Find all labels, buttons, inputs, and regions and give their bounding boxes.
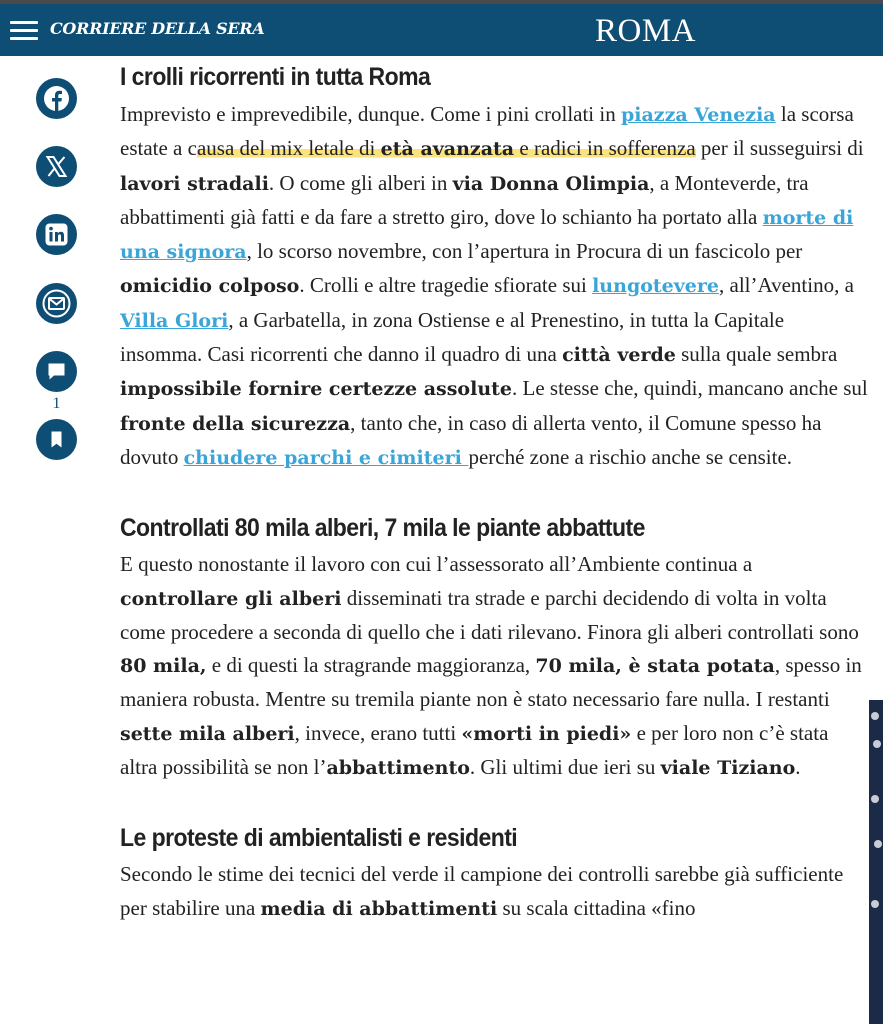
subheading-crolli: I crolli ricorrenti in tutta Roma: [120, 63, 431, 91]
x-icon: [36, 146, 77, 187]
x-share-button[interactable]: [36, 146, 77, 187]
paragraph-controllati: E questo nonostante il lavoro con cui l’assessorato all’Ambiente continua a controllare gli alberi disseminati tra strade e parchi decidendo di volta in volta come procedere a seconda di quello che i dati rilevano. Finora gli alberi controllati sono 80 mila, e di questi la stragrande maggioranza, 70 mila, è stata potata, spesso in maniera robusta. Mentre su tremila piante non è stato necessario fare nulla. I restanti sette mila alberi, invece, erano tutti «morti in piedi» e per loro non c’è stata altra possibilità se non l’abbattimento. Gli ultimi due ieri su viale Tiziano.: [120, 552, 862, 780]
paragraph-proteste: Secondo le stime dei tecnici del verde il campione dei controlli sarebbe già sufficiente per stabilire una media di abbattimenti su scala cittadina «fino: [120, 862, 844, 920]
subheading-controllati: Controllati 80 mila alberi, 7 mila le piante abbattute: [120, 514, 645, 543]
link-lungotevere[interactable]: lungotevere: [592, 275, 719, 298]
article-body: [120, 62, 870, 926]
side-ad-image[interactable]: [869, 700, 883, 1024]
link-morte-signora[interactable]: morte di una signora: [120, 206, 854, 264]
facebook-icon: [36, 78, 77, 119]
link-villa-glori[interactable]: Villa Glori: [120, 309, 229, 332]
site-header: [0, 4, 883, 56]
comment-icon: [36, 351, 77, 392]
linkedin-icon: [36, 214, 77, 255]
site-logo[interactable]: CORRIERE DELLA SERA: [50, 19, 265, 38]
paragraph-crolli: Imprevisto e imprevedibile, dunque. Come i pini crollati in piazza Venezia la scorsa estate a causa del mix letale di età avanzata e radici in sofferenza per il susseguirsi di lavori stradali. O come gli alberi in via Donna Olimpia, a Monteverde, tra abbattimenti già fatti e da fare a stretto giro, dove lo schianto ha portato alla morte di una signora, lo scorso novembre, con l’apertura in Procura di un fascicolo per omicidio colposo. Crolli e altre tragedie sfiorate sui lungotevere, all’Aventino, a Villa Glori, a Garbatella, in zona Ostiense e al Prenestino, in tutta la Capitale insomma. Casi ricorrenti che danno il quadro di una città verde sulla quale sembra impossibile fornire certezze assolute. Le stesse che, quindi, mancano anche sul fronte della sicurezza, tanto che, in caso di allerta vento, il Comune spesso ha dovuto chiudere parchi e cimiteri perché zone a rischio anche se censite.: [120, 102, 868, 469]
comment-count: 1: [52, 395, 61, 412]
email-share-button[interactable]: [36, 283, 77, 324]
mail-icon: [36, 283, 77, 324]
link-chiudere-parchi[interactable]: chiudere parchi e cimiteri: [183, 446, 469, 469]
section-title[interactable]: ROMA: [595, 13, 697, 49]
comments-button[interactable]: [36, 351, 77, 392]
bookmark-button[interactable]: [36, 419, 77, 460]
link-piazza-venezia[interactable]: piazza Venezia: [620, 104, 776, 126]
subheading-proteste: Le proteste di ambientalisti e residenti: [120, 824, 518, 853]
highlighted-text: ausa del mix letale di età avanzata e radici in sofferenza: [196, 136, 696, 161]
hamburger-menu-icon[interactable]: [10, 21, 38, 41]
linkedin-share-button[interactable]: [36, 214, 77, 255]
facebook-share-button[interactable]: [36, 78, 77, 119]
bookmark-icon: [36, 419, 77, 460]
